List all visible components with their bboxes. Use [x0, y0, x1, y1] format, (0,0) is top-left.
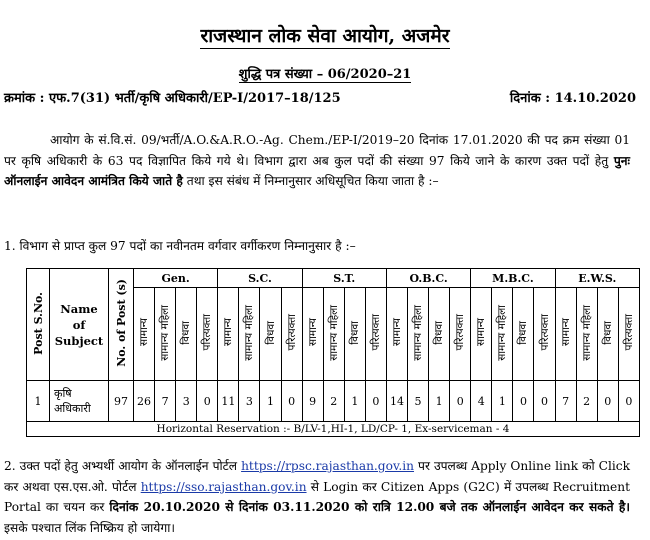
post-count-cell: 11	[218, 381, 239, 422]
category-subheader	[534, 288, 555, 381]
post-count-cell: 0	[618, 381, 639, 422]
post-count-cell: 7	[155, 381, 176, 422]
subheader-text: सामान्य	[475, 318, 488, 347]
header-posts	[109, 269, 134, 381]
post-count-cell: 9	[302, 381, 323, 422]
intro-text-a: आयोग के सं.वि.सं. 09/भर्ती/A.O.&A.R.O.-Ag. Chem./EP-I/2019–20 दिनांक 17.01.2020 की पद क्रम संख्या 01 पर कृषि अधिकारी के 63 पद विज्ञापित किये गये थे। विभाग द्वारा अब कुल पदों की संख्या 97 किये जाने के कारण उक्त पदों हेतु	[4, 133, 630, 168]
category-subheader	[218, 288, 239, 381]
row-subject: कृषि अधिकारी	[50, 381, 109, 422]
subheader-text: परित्यक्ता	[285, 314, 298, 351]
header-name	[50, 269, 109, 381]
subheader-text: सामान्य महिला	[159, 304, 172, 361]
category-subheader	[281, 288, 302, 381]
rpsc-link[interactable]: https://rpsc.rajasthan.gov.in	[241, 459, 415, 473]
subheader-text: विधवा	[180, 320, 193, 345]
subheader-text: सामान्य	[390, 318, 403, 347]
post-count-cell: 2	[576, 381, 597, 422]
horizontal-reservation: Horizontal Reservation :- B/LV-1,HI-1, LD/CP- 1, Ex-serviceman - 4	[27, 422, 640, 437]
post-count-cell: 0	[365, 381, 386, 422]
subheader-text: विधवा	[348, 320, 361, 345]
subheader-text: सामान्य महिला	[412, 304, 425, 361]
post-count-cell: 0	[534, 381, 555, 422]
post-count-cell: 0	[597, 381, 618, 422]
category-subheader	[260, 288, 281, 381]
subheader-text: परित्यक्ता	[622, 314, 635, 351]
intro-bold: पुनः ऑनलाईन आवेदन आमंत्रित किये जाते है	[4, 153, 630, 188]
category-subheader	[344, 288, 365, 381]
post-count-cell: 1	[429, 381, 450, 422]
post-count-cell: 3	[239, 381, 260, 422]
subheader-text: परित्यक्ता	[454, 314, 467, 351]
group-header: O.B.C.	[386, 269, 470, 288]
post-count-cell: 0	[450, 381, 471, 422]
intro-text-b: तथा इस संबंध में निम्नानुसार अधिसूचित किया जाता है :–	[182, 174, 439, 188]
category-subheader	[134, 288, 155, 381]
post-count-cell: 26	[134, 381, 155, 422]
post-count-cell: 5	[408, 381, 429, 422]
subheader-text: परित्यक्ता	[201, 314, 214, 351]
category-subheader	[471, 288, 492, 381]
category-subheader	[492, 288, 513, 381]
row-sno: 1	[27, 381, 50, 422]
subheader-text: सामान्य	[222, 318, 235, 347]
reservation-table	[26, 268, 640, 437]
post-count-cell: 0	[197, 381, 218, 422]
post-count-cell: 4	[471, 381, 492, 422]
group-header: E.W.S.	[555, 269, 639, 288]
post-count-cell: 3	[176, 381, 197, 422]
subheader-text: विधवा	[601, 320, 614, 345]
category-subheader	[618, 288, 639, 381]
category-subheader	[197, 288, 218, 381]
subheader-text: सामान्य महिला	[496, 304, 509, 361]
post-count-cell: 0	[281, 381, 302, 422]
subheader-text: परित्यक्ता	[538, 314, 551, 351]
group-header: S.T.	[302, 269, 386, 288]
category-subheader	[597, 288, 618, 381]
header-posts-text: No. of Post (s)	[114, 279, 128, 367]
sso-link[interactable]: https://sso.rajasthan.gov.in	[140, 479, 307, 494]
group-header: Gen.	[134, 269, 218, 288]
post-count-cell: 1	[260, 381, 281, 422]
post-count-cell: 14	[386, 381, 407, 422]
apply-text-1: 2. उक्त पदों हेतु अभ्यर्थी आयोग के ऑनलाईन पोर्टल	[4, 459, 242, 473]
subheader-text: परित्यक्ता	[369, 314, 382, 351]
category-subheader	[429, 288, 450, 381]
group-header: M.B.C.	[471, 269, 555, 288]
subheader-text: सामान्य महिला	[327, 304, 340, 361]
header-sno-text: Post S.No.	[31, 291, 45, 355]
category-subheader	[323, 288, 344, 381]
paragraph-classification: 1. विभाग से प्राप्त कुल 97 पदों का नवीनतम वर्गवार वर्गीकरण निम्नानुसार है :–	[4, 239, 356, 253]
subheader-text: विधवा	[517, 320, 530, 345]
category-subheader	[576, 288, 597, 381]
reference-number: क्रमांक : एफ.7(31) भर्ती/कृषि अधिकारी/EP-I/2017–18/125	[4, 91, 341, 106]
category-subheader	[450, 288, 471, 381]
post-count-cell: 7	[555, 381, 576, 422]
post-count-cell: 0	[513, 381, 534, 422]
subheader-text: सामान्य महिला	[580, 304, 593, 361]
subheader-text: सामान्य	[138, 318, 151, 347]
category-subheader	[155, 288, 176, 381]
subheader-text: सामान्य	[559, 318, 572, 347]
corrigendum-number	[0, 64, 650, 82]
category-subheader	[302, 288, 323, 381]
post-count-cell: 2	[323, 381, 344, 422]
post-count-cell: 1	[344, 381, 365, 422]
category-subheader	[176, 288, 197, 381]
apply-text-3: से Login कर Citizen Apps (G2C) में उपलब्ध Recruitment Portal का चयन कर	[4, 479, 631, 514]
apply-dates-bold: दिनांक 20.10.2020 से दिनांक 03.11.2020 को रात्रि 12.00 बजे तक ऑनलाईन आवेदन कर सकते है।	[109, 500, 630, 514]
post-count-cell: 1	[492, 381, 513, 422]
subtitle-text: शुद्धि पत्र संख्या – 06/2020–21	[238, 67, 412, 82]
category-subheader	[386, 288, 407, 381]
category-subheader	[408, 288, 429, 381]
subheader-text: विधवा	[433, 320, 446, 345]
paragraph-apply	[4, 456, 630, 538]
apply-text-4: इसके पश्चात लिंक निष्क्रिय हो जायेगा।	[4, 520, 176, 535]
category-subheader	[239, 288, 260, 381]
subheader-text: सामान्य	[306, 318, 319, 347]
category-subheader	[365, 288, 386, 381]
row-posts: 97	[109, 381, 134, 422]
subheader-text: विधवा	[264, 320, 277, 345]
category-subheader	[555, 288, 576, 381]
header-sno	[27, 269, 50, 381]
date: दिनांक : 14.10.2020	[509, 91, 636, 106]
page-title	[0, 22, 650, 48]
category-subheader	[513, 288, 534, 381]
reference-line	[4, 88, 636, 106]
group-header: S.C.	[218, 269, 302, 288]
paragraph-intro	[4, 130, 630, 192]
header-name-text: Name of Subject	[54, 301, 104, 348]
subheader-text: सामान्य महिला	[243, 304, 256, 361]
title-text: राजस्थान लोक सेवा आयोग, अजमेर	[200, 25, 450, 47]
apply-text-2: पर उपलब्ध Apply Online link को Click कर अथवा एस.एस.ओ. पोर्टल	[4, 459, 630, 494]
